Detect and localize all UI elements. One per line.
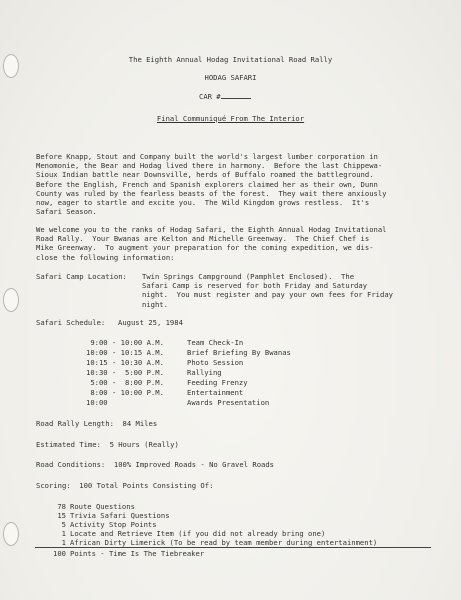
points-number: 1 — [57, 538, 66, 547]
car-number-field — [199, 91, 251, 101]
schedule-event: Awards Presentation — [187, 398, 270, 407]
binder-hole — [3, 522, 19, 546]
points-item: Route Questions — [70, 502, 135, 511]
schedule-event: Entertainment — [187, 388, 244, 397]
schedule-time: 10:00 — [86, 398, 108, 407]
schedule-event: Brief Briefing By Bwanas — [187, 348, 291, 357]
welcome-line: close the following information: — [36, 252, 175, 262]
document-title: The Eighth Annual Hodag Invitational Road Rally — [128, 55, 333, 64]
camp-line: night. You must register and pay your own fees for Friday — [142, 290, 393, 300]
schedule-time: 10:00 - 10:15 A.M. — [86, 348, 164, 357]
points-item: African Dirty Limerick (To be read by team member during entertainment) — [70, 538, 378, 547]
schedule-time: 5:00 - 8:00 P.M. — [86, 378, 164, 387]
communique-heading: Final Communiqué From The Interior — [156, 114, 305, 123]
sum-rule — [35, 547, 431, 548]
schedule-time: 10:15 - 10:30 A.M. — [86, 358, 164, 367]
car-label: CAR # — [199, 92, 221, 101]
points-number: 78 — [57, 502, 66, 511]
intro-line: Before the English, French and Spanish explorers claimed her as their own, Dunn — [36, 179, 378, 189]
welcome-line: We welcome you to the ranks of Hodag Safari, the Eighth Annual Hodag Invitational — [36, 225, 387, 234]
schedule-date: August 25, 1984 — [118, 318, 183, 327]
binder-hole — [3, 288, 19, 312]
welcome-line: Mike Greenway. To augment your preparation for the coming expedition, we dis- — [36, 243, 374, 253]
schedule-event: Rallying — [187, 368, 222, 377]
intro-line: Sioux Indian battle near Downsville, herds of Buffalo roamed the battleground. — [36, 170, 374, 180]
camp-line: Twin Springs Campground (Pamphlet Enclosed). The — [142, 272, 355, 281]
points-number: 15 — [57, 511, 66, 520]
intro-line: County was ruled by the fearless beasts of the forest. They wait there anxiously — [36, 188, 387, 198]
welcome-paragraph — [36, 225, 387, 262]
schedule-time: 10:30 - 5:00 P.M. — [86, 368, 164, 377]
scoring-heading: Scoring: 100 Total Points Consisting Of: — [36, 481, 214, 490]
schedule-event: Feeding Frenzy — [187, 378, 248, 387]
intro-paragraph — [36, 152, 387, 216]
rally-length: Road Rally Length: 84 Miles — [36, 419, 158, 428]
points-item: Points - Time Is The Tiebreaker — [70, 549, 205, 558]
intro-line: Menomonie, the Bear and Hodag lived there in harmony. Before the last Chippewa- — [36, 161, 383, 171]
car-number-blank — [221, 91, 251, 99]
points-item: Trivia Safari Questions — [70, 511, 170, 520]
estimated-time: Estimated Time: 5 Hours (Really) — [36, 440, 179, 449]
camp-line: Safari Camp is reserved for both Friday and Saturday — [142, 281, 368, 291]
camp-line: night. — [142, 299, 168, 309]
document-subtitle: HODAG SAFARI — [204, 73, 257, 82]
intro-line: Before Knapp, Stout and Company built the world's largest lumber corporation in — [36, 152, 378, 161]
intro-line: now, eager to startle and excite you. The Wild Kingdom grows restless. It's — [36, 198, 370, 208]
points-number: 1 — [57, 529, 66, 538]
camp-details — [142, 272, 393, 309]
points-item: Locate and Retrieve Item (if you did not already bring one) — [70, 529, 326, 538]
points-item: Activity Stop Points — [70, 520, 157, 529]
welcome-line: Road Rally. Your Bwanas are Kelton and Michelle Greenway. The Chief Chef is — [36, 234, 370, 244]
camp-label: Safari Camp Location: — [36, 272, 127, 281]
road-conditions: Road Conditions: 100% Improved Roads - No Gravel Roads — [36, 460, 274, 469]
schedule-label: Safari Schedule: — [36, 318, 106, 327]
intro-line: Safari Season. — [36, 207, 97, 217]
points-number: 5 — [57, 520, 66, 529]
schedule-time: 8:00 - 10:00 P.M. — [86, 388, 164, 397]
points-total: 100 — [53, 549, 66, 558]
schedule-time: 9:00 - 10:00 A.M. — [86, 338, 164, 347]
schedule-event: Photo Session — [187, 358, 244, 367]
schedule-event: Team Check-In — [187, 338, 244, 347]
